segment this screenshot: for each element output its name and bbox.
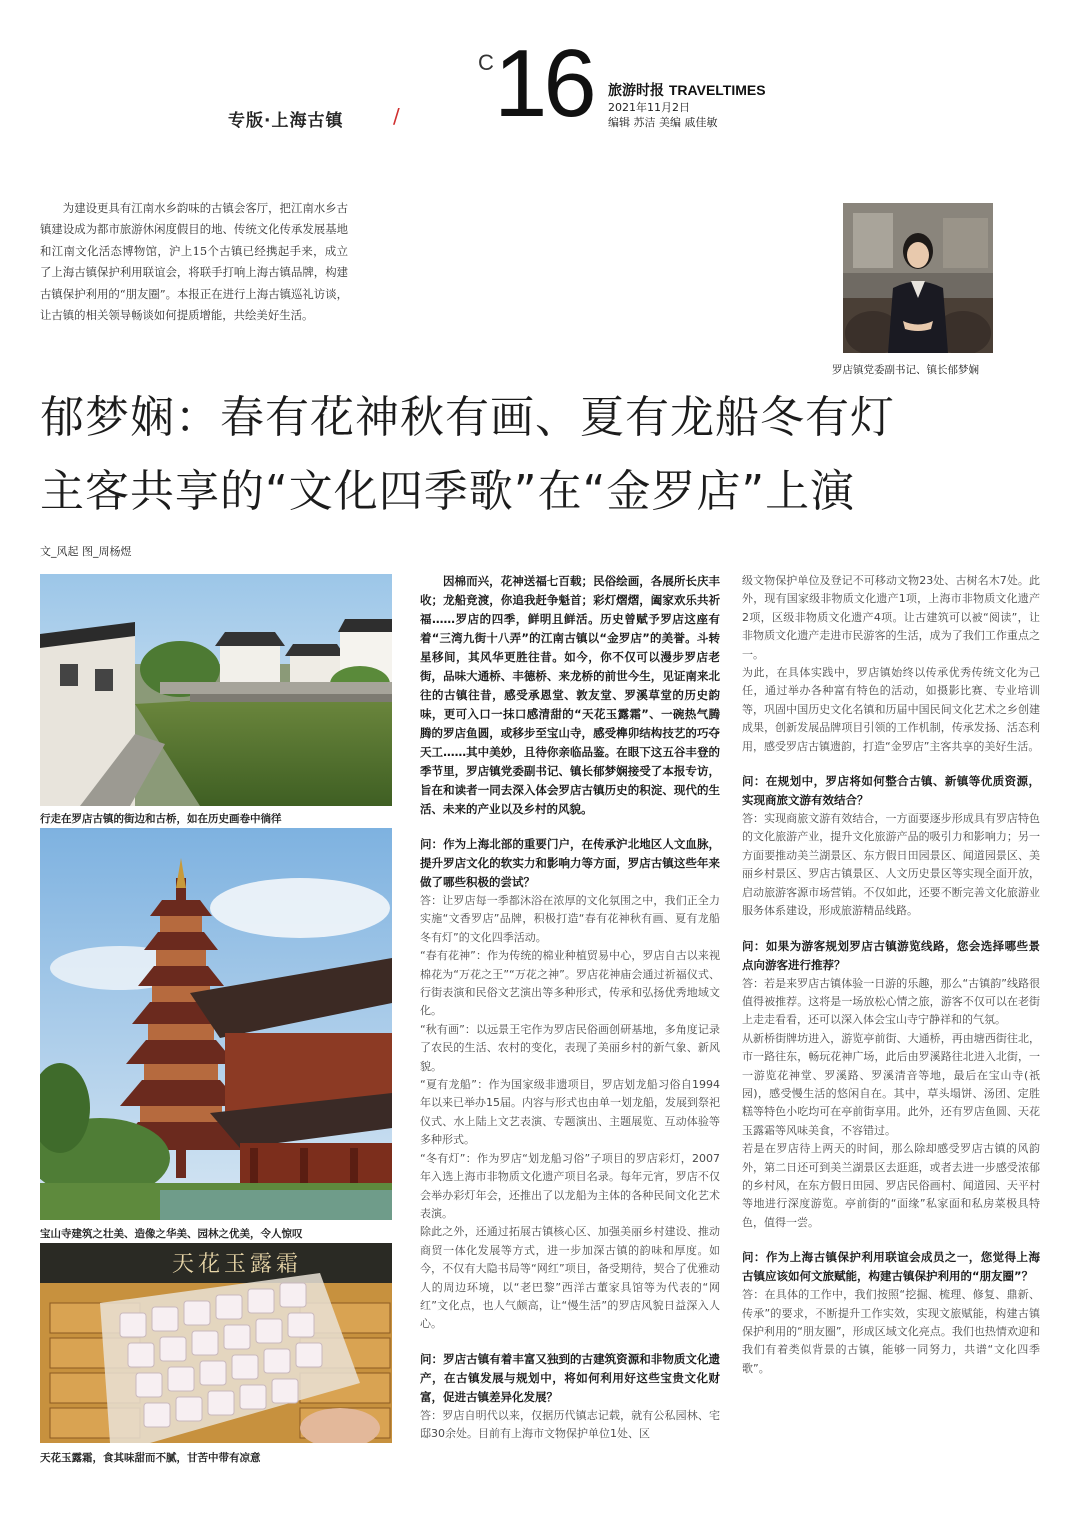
answer-1-p5: “冬有灯”：作为罗店“划龙船习俗”子项目的罗店彩灯，2007年入选上海市非物质文化遗产项目名录。每年元宵，罗店不仅会举办彩灯年会，还推出了以龙船为主体的各种民间文化艺术表演。: [420, 1151, 720, 1220]
answer-4-p3: 若是在罗店待上两天的时间，那么除却感受罗店古镇的风韵外，第二日还可到美兰湖景区去逛逛，或者去进一步感受浓郁的乡村风，在东方假日田园、罗店民俗画村、闻道园、天平村等地进行深度游览。亭前街的“面缘”私家面和私房菜极具特色，值得一尝。: [742, 1142, 1040, 1229]
answer-2-cont-p2: 为此，在具体实践中，罗店镇始终以传承优秀传统文化为己任，通过举办各种富有特色的活动，如摄影比赛、专业培训等，巩固中国历史文化名镇和历届中国民间文化艺术之乡创建成果，创新发展品牌项目引领的工作机制，传承发扬、活态利用，感受罗店古镇遗韵，打造“金罗店”主客共享的美好生活。: [742, 666, 1040, 753]
newspaper-name: [608, 80, 766, 100]
answer-3: 答：实现商旅文游有效结合，一方面要逐步形成具有罗店特色的文化旅游产业，提升文化旅游产品的吸引力和影响力；另一方面要推动美兰湖景区、东方假日田园景区、闻道园景区、美丽乡村景区、罗店古镇景区、人文历史景区等实现全面开放，启动旅游客源市场营销。不仅如此，还要不断完善文化旅游业服务体系建设，形成旅游精品线路。: [742, 812, 1040, 918]
question-3: 问：在规划中，罗店将如何整合古镇、新镇等优质资源，实现商旅文游有效结合？: [742, 774, 1040, 808]
pagoda-photo: [40, 828, 392, 1220]
article-column-right: [742, 572, 1040, 1378]
shop-sign: 天花玉露霜: [172, 1252, 303, 1277]
question-5: 问：作为上海古镇保护利用联谊会成员之一，您觉得上海古镇应该如何文旅赋能，构建古镇保护利用的“朋友圈”？: [742, 1250, 1040, 1284]
byline: 文_风起 图_周杨煜: [40, 545, 132, 558]
canal-photo: [40, 574, 392, 806]
page-number: 16: [494, 30, 593, 137]
headline-line-1: 郁梦娴：春有花神秋有画、夏有龙船冬有灯: [40, 392, 895, 443]
section-label: 专版·上海古镇: [228, 111, 344, 131]
section-divider: /: [393, 104, 400, 128]
photo-caption-temple: 宝山寺建筑之壮美、造像之华美、园林之优美，令人惊叹: [40, 1228, 303, 1240]
answer-4-p2: 从新桥街牌坊进入，游览亭前街、大通桥，再由塘西街往北，市一路往东，畅玩花神广场，此后由罗溪路往北进入北街，一一游览花神堂、罗溪路、罗溪清音等地，最后在宝山寺(祇园)，感受慢生活的悠闲自在。其中，草头塌饼、汤团、定胜糕等特色小吃均可在亭前街享用。此外，还有罗店鱼圆、天花玉露霜等风味美食，不容错过。: [742, 1031, 1040, 1137]
issue-date: 2021年11月2日: [608, 101, 690, 114]
portrait-photo: [843, 203, 993, 353]
question-4: 问：如果为游客规划罗店古镇游览线路，您会选择哪些景点向游客进行推荐？: [742, 938, 1040, 972]
answer-4-p1: 答：若是来罗店古镇体验一日游的乐趣，那么“古镇韵”线路很值得被推荐。这将是一场放松心情之旅，游客不仅可以在老街上走走看看，还可以深入体会宝山寺宁静祥和的气氛。: [742, 976, 1040, 1027]
edition-letter: C: [478, 50, 494, 75]
lead-paragraph: 因棉而兴，花神送福七百载；民俗绘画，各展所长庆丰收；龙船竞渡，你追我赶争魁首；彩灯熠熠，阖家欢乐共祈福……罗店的四季，鲜明且鲜活。历史曾赋予罗店这座有着“三湾九街十八弄”的江南古镇以“金罗店”的美誉。斗转星移间，其风华更胜往昔。如今，你不仅可以漫步罗店老街，品味大通桥、丰德桥、来龙桥的前世今生，见证南来北往的古镇往昔，感受承恩堂、敦友堂、罗溪草堂的历史韵味，更可入口一抹口感清甜的“天花玉露霜”、一碗热气腾腾的罗店鱼圆，或移步至宝山寺，感受榫卯结构技艺的巧夺天工……其中美妙，且待你亲临品鉴。在眼下这五谷丰登的季节里，罗店镇党委副书记、镇长郁梦娴接受了本报专访，旨在和读者一同去深入体会罗店古镇历史的积淀、现代的生活、未来的产业以及乡村的风貌。: [420, 574, 720, 816]
portrait-caption: 罗店镇党委副书记、镇长郁梦娴: [832, 364, 979, 376]
answer-1-p3: “秋有画”：以远景王宅作为罗店民俗画创研基地，多角度记录了农民的生活、农村的变化，表现了美丽乡村的新气象、新风貌。: [420, 1022, 720, 1073]
newspaper-name-cn: 旅游时报: [608, 83, 664, 99]
editor-credits: 编辑 苏洁 美编 戚佳敏: [608, 116, 718, 129]
photo-caption-pastry: 天花玉露霜，食其味甜而不腻，甘苦中带有凉意: [40, 1452, 261, 1464]
answer-5: 答：在具体的工作中，我们按照“挖掘、梳理、修复、鼎新、传承”的要求，不断提升工作实效，实现文旅赋能，构建古镇保护利用的“朋友圈”，形成区域文化亮点。我们也热情欢迎和我们有着类似背景的古镇，能够一同努力，共谱“文化四季歌”。: [742, 1288, 1040, 1375]
pastry-photo: [40, 1243, 392, 1443]
intro-paragraph: 为建设更具有江南水乡韵味的古镇会客厅，把江南水乡古镇建设成为都市旅游休闲度假目的地、传统文化传承发展基地和江南文化活态博物馆，沪上15个古镇已经携起手来，成立了上海古镇保护利用联谊会，将联手打响上海古镇品牌，构建古镇保护利用的“朋友圈”。本报正在进行上海古镇巡礼访谈，让古镇的相关领导畅谈如何提质增能，共绘美好生活。: [40, 201, 348, 323]
photo-caption-street: 行走在罗店古镇的街边和古桥，如在历史画卷中徜徉: [40, 813, 282, 825]
question-2: 问：罗店古镇有着丰富又独到的古建筑资源和非物质文化遗产，在古镇发展与规划中，将如何利用好这些宝贵文化财富，促进古镇差异化发展？: [420, 1351, 720, 1404]
answer-2-start: 答：罗店自明代以来，仅据历代镇志记载，就有公私园林、宅邸30余处。目前有上海市文物保护单位1处、区: [420, 1408, 720, 1441]
answer-1-p6: 除此之外，还通过拓展古镇核心区、加强美丽乡村建设、推动商贸一体化发展等方式，进一步加深古镇的韵味和厚度。如今，不仅有大隐书局等“网红”项目，备受期待，契合了优雅动人的周边环境，以“老巴黎”西洋古董家具馆等为代表的“网红”文化点，也人气颇高，让“慢生活”的罗店风貌日益深入人心。: [420, 1225, 720, 1331]
headline-line-2: 主客共享的“文化四季歌”在“金罗店”上演: [40, 466, 856, 517]
newspaper-name-en: TRAVELTIMES: [668, 82, 766, 98]
answer-1-p4: “夏有龙船”：作为国家级非遗项目，罗店划龙船习俗自1994年以来已举办15届。内容与形式也由单一划龙船，发展到祭祀仪式、水上陆上文艺表演、专题演出、主题展览、互动体验等多种形式。: [420, 1078, 720, 1147]
answer-2-cont-p1: 级文物保护单位及登记不可移动文物23处、古树名木7处。此外，现有国家级非物质文化遗产1项，上海市非物质文化遗产2项，区级非物质文化遗产4项。让古建筑可以被“阅读”，让非物质文化遗产走进市民游客的生活，成为了我们工作重点之一。: [742, 574, 1040, 661]
question-1: 问：作为上海北部的重要门户，在传承沪北地区人文血脉，提升罗店文化的软实力和影响力等方面，罗店古镇这些年来做了哪些积极的尝试？: [420, 837, 720, 889]
article-column-middle: [420, 572, 720, 1444]
answer-1-p2: “春有花神”：作为传统的棉业种植贸易中心，罗店自古以来视棉花为“万花之王”“万花之神”。罗店花神庙会通过祈福仪式、行街表演和民俗文艺演出等多种形式，传承和弘扬优秀地域文化。: [420, 949, 720, 1018]
answer-1-p1: 答：让罗店每一季都沐浴在浓厚的文化氛围之中，我们正全力实施“文香罗店”品牌，积极打造“春有花神秋有画、夏有龙船冬有灯”的文化四季活动。: [420, 894, 720, 944]
